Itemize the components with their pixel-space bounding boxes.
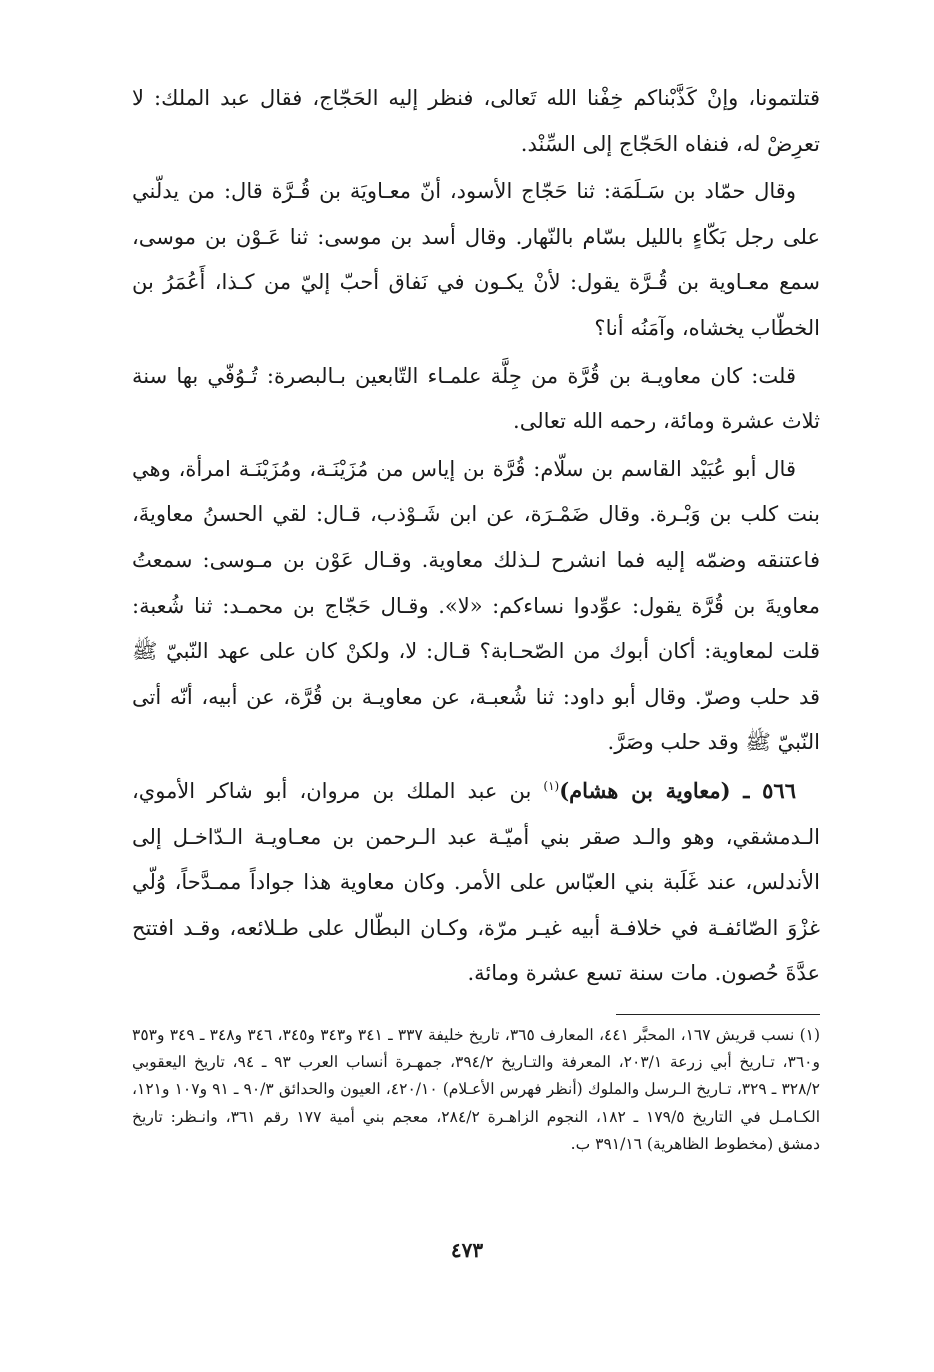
paragraph-1: قتلتمونا، وإنْ كَذَّبْناكم خِفْنا الله تَعالى، فنظر إليه الحَجّاج، فقال عبد الملك: لا تعرِضْ له، فنفاه الحَجّاج إلى السِّنْد. bbox=[132, 86, 820, 156]
footnote-reference: (١) bbox=[543, 778, 560, 793]
entry-566 bbox=[132, 768, 820, 997]
footnote-separator bbox=[616, 1014, 820, 1015]
page-number: ٤٧٣ bbox=[450, 1238, 484, 1262]
footnote-block bbox=[132, 1022, 820, 1158]
entry-text: بن عبد الملك بن مروان، أبو شاكر الأموي، الـدمشقي، وهو والـد صقر بني أميّـة عبد الـرحمن بن معـاويـة الـدّاخـل إلى الأندلس، عند غَلَبة بني العبّاس على الأمر. وكان معاوية هذا جواداً ممـدَّحاً، وُلّي غزْوَ الصّائفـة في خلافـة أبيه غيـر مرّة، وكـان البطّال على طـلائعه، وقـد افتتح عدَّةَ حُصون. مات سنة تسع عشرة ومائة. bbox=[132, 778, 820, 986]
paragraph-2: وقال حمّاد بن سَـلَمَة: ثنا حَجّاج الأسود، أنّ معـاويَة بن قُـرَّة قال: من يدلّني على رجل بَكّاءٍ بالليل بسّام بالنّهار. وقال أسد بن موسى: ثنا عَـوْن بن موسى، سمع معـاوية بن قُـرَّة يقول: لأنْ يكـون في نَفاق أحبّ إليّ من كـذا، أَعُمَرُ بن الخطّاب يخشاه، وآمَنُه أنا؟ bbox=[132, 179, 820, 340]
paragraph-3: قلت: كان معاويـة بن قُرَّة من جِلَّة علمـاء التّابعين بـالبصرة: تُـوُفّي بها سنة ثلاث عشرة ومائة، رحمه الله تعالى. bbox=[132, 363, 820, 434]
main-text bbox=[132, 76, 820, 997]
paragraph-4: قال أبو عُبَيْد القاسم بن سلّام: قُرَّة بن إياس من مُزَيْنَـة، ومُزَيْنَـة امرأة، وهي بنت كلب بن وَبْـرة. وقال ضَمْـرَة، عن ابن شَـوْذب، قـال: لقي الحسنُ معاويةَ، فاعتنقه وضمّه إليه فما انشرح لـذلك معاوية. وقـال عَوْن بن مـوسى: سمعتُ معاويةَ بن قُرَّة يقول: عوِّدوا نساءكم: «لا». وقـال حَجّاج بن محمـد: ثنا شُعبة: قلت لمعاوية: أكان أبوك من الصّحـابة؟ قـال: لا، ولكنْ كان على عهد النّبيّ ﷺ قد حلب وصرّ. وقال أبو داود: ثنا شُعبـة، عن معاويـة بن قُرَّة، عن أبيه، أنّه أتى النّبيّ ﷺ وقد حلب وصَرَّ. bbox=[132, 456, 820, 755]
footnote-1: (١) نسب قريش ١٦٧، المحبَّر ٤٤١، المعارف ٣٦٥، تاريخ خليفة ٣٣٧ ـ ٣٤١ و٣٤٣ و٣٤٥، ٣٤٦ و٣٤٨ ـ ٣٤٩ و٣٥٣ و٣٦٠، تـاريخ أبي زرعة ٢٠٣/١، المعرفة والتـاريخ ٣٩٤/٢، جمهـرة أنساب العرب ٩٣ ـ ٩٤، تاريخ اليعقوبي ٣٢٨/٢ ـ ٣٢٩، تـاريخ الـرسل والملوك (أنظر فهرس الأعـلام) ٤٢٠/١٠، العيون والحدائق ٩٠/٣ ـ ٩١ و١٠٧ و١٢١، الكـامـل في التاريخ ١٧٩/٥ ـ ١٨٢، النجوم الزاهـرة ٢٨٤/٢، معجم بني أمية ١٧٧ رقم ٣٦١، وانـظر: تاريخ دمشق (مخطوط الظاهرية) ٣٩١/١٦ ب. bbox=[132, 1026, 821, 1153]
entry-heading: ٥٦٦ ـ (معاوية بن هشام) bbox=[559, 777, 796, 803]
